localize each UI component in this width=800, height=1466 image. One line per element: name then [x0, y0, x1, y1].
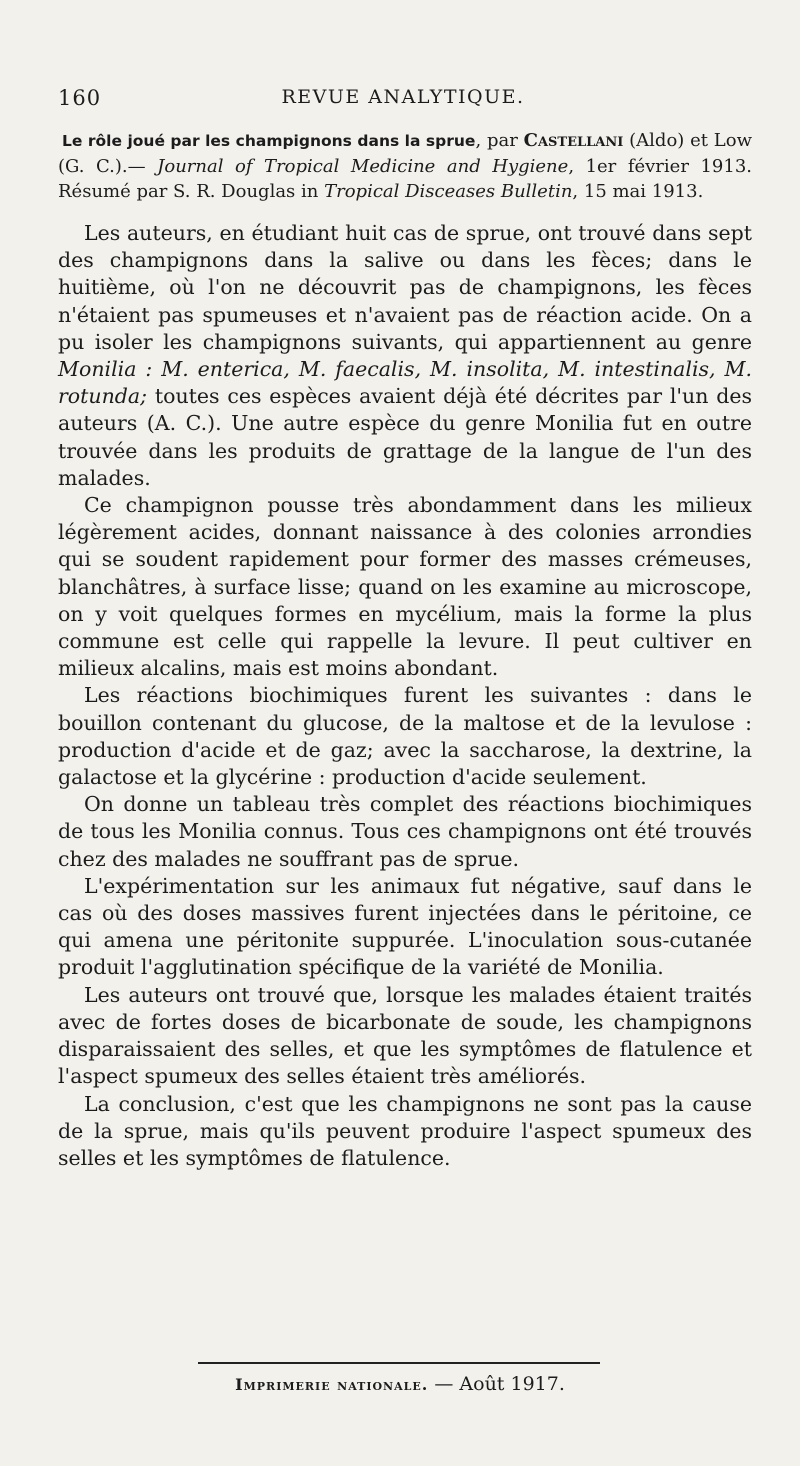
paragraph-1 [58, 220, 752, 492]
article-by: , par [475, 130, 524, 151]
paragraph-5: L'expérimentation sur les animaux fut négative, sauf dans le cas où des doses massives furent injectées dans le péritoine, ce qui amena une péritonite suppurée. L'inoculation sous-cutanée produit l'agglutination spécifique de la variété de Monilia. [58, 873, 752, 980]
running-title: REVUE ANALYTIQUE. [281, 86, 525, 108]
paragraph-3: Les réactions biochimiques furent les suivantes : dans le bouillon contenant du glucose, de la maltose et de la levulose : production d'acide et de gaz; avec la saccharose, la dextrine, la galactose et la glycérine : production d'acide seulement. [58, 683, 752, 790]
article-reference [58, 128, 752, 204]
journal-date: , 1er février 1913. [568, 156, 752, 177]
bulletin-name: Tropical Disceases Bulletin [324, 181, 573, 202]
imprint-name: Imprimerie nationale. [235, 1375, 429, 1394]
imprint-line [0, 1373, 800, 1395]
article-body [58, 220, 752, 1172]
article-coauthors: (Aldo) et Low (G. C.).— [58, 130, 752, 177]
article-title: Le rôle joué par les champignons dans la sprue [62, 132, 476, 150]
imprint-date: — Août 1917. [428, 1373, 565, 1395]
page-number: 160 [58, 86, 102, 110]
page-header [58, 86, 748, 120]
journal-name: Journal of Tropical Medicine and Hygiene [157, 156, 569, 177]
footer-rule [198, 1362, 600, 1364]
summary-credit: Résumé par S. R. Douglas in [58, 181, 325, 202]
paragraph-4: On donne un tableau très complet des réactions biochimiques de tous les Monilia connus. Tous ces champignons ont été trouvés chez des malades ne souffrant pas de sprue. [58, 792, 752, 871]
article-author: Castellani [523, 130, 624, 151]
paragraph-6: Les auteurs ont trouvé que, lorsque les malades étaient traités avec de fortes doses de bicarbonate de soude, les champignons disparaissaient des selles, et que les symptômes de flatulence et l'aspect spumeux des selles étaient très améliorés. [58, 982, 752, 1089]
paragraph-2: Ce champignon pousse très abondamment dans les milieux légèrement acides, donnant naissance à des colonies arrondies qui se soudent rapidement pour former des masses crémeuses, blanchâtres, à surface lisse; quand on les examine au microscope, on y voit quelques formes en mycélium, mais la forme la plus commune est celle qui rappelle la levure. Il peut cultiver en milieux alcalins, mais est moins abondant. [58, 493, 752, 681]
bulletin-date: , 15 mai 1913. [572, 181, 704, 202]
paragraph-7: La conclusion, c'est que les champignons ne sont pas la cause de la sprue, mais qu'ils peuvent produire l'aspect spumeux des selles et les symptômes de flatulence. [58, 1091, 752, 1170]
paragraph-1-text: Les auteurs, en étudiant huit cas de sprue, ont trouvé dans sept des champignons dans la salive ou dans les fèces; dans le huitième, où l'on ne découvrit pas de champignons, les fèces n'étaient pas spumeuses et n'avaient pas de réaction acide. On a pu isoler les champignons suivants, qui appartiennent au genre [58, 221, 752, 354]
species-list: Monilia : M. enterica, M. faecalis, M. insolita, M. intestinalis, M. rotunda; [58, 357, 752, 409]
paragraph-1-text-end: toutes ces espèces avaient déjà été décrites par l'un des auteurs (A. C.). Une autre espèce du genre Monilia fut en outre trouvée dans les produits de grattage de la langue de l'un des malades. [58, 384, 752, 490]
